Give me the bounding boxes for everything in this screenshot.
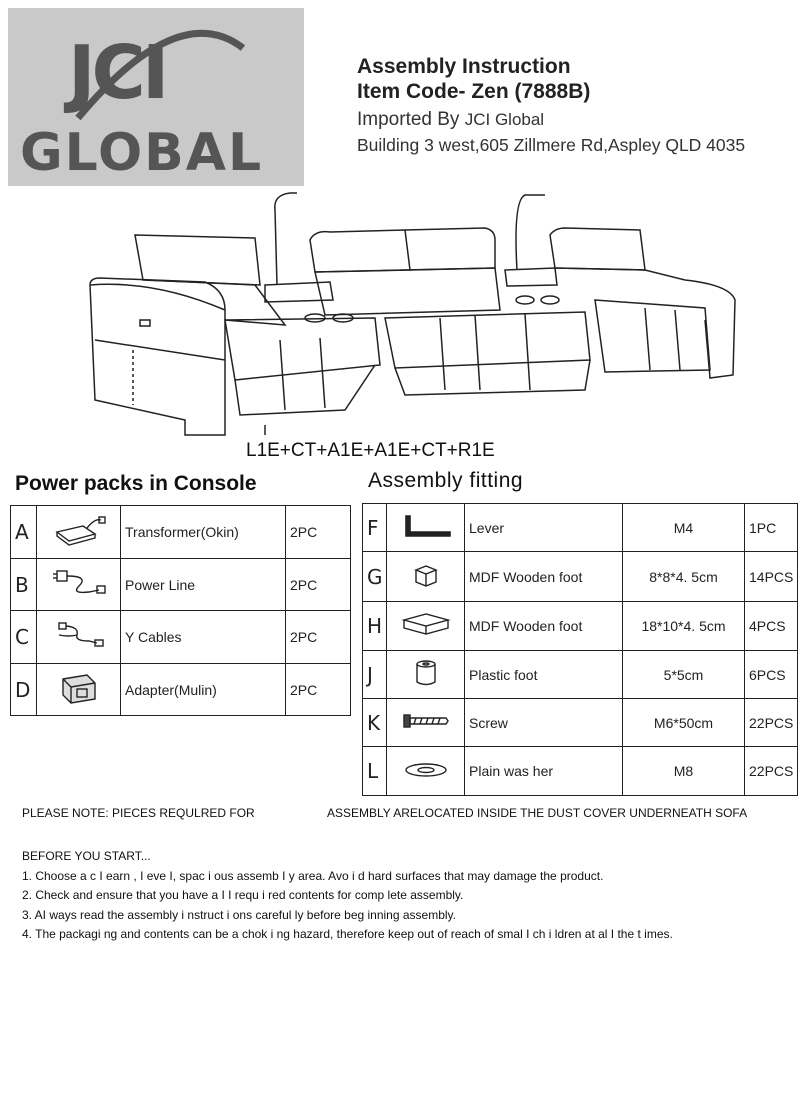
- middle-right-headrest: [405, 228, 495, 270]
- left-console-top: [265, 282, 333, 302]
- row-letter: L: [363, 747, 387, 796]
- right-reading-lamp: [516, 195, 545, 270]
- importer-name: JCI Global: [464, 110, 545, 129]
- row-letter: J: [363, 651, 387, 699]
- instruction-item: 1. Choose a c I earn , I eve I, spac i ous assemb I y area. Avo i d hard surfaces that may damage the product.: [22, 868, 604, 883]
- table-row: [363, 504, 798, 552]
- configuration-code: L1E+CT+A1E+A1E+CT+R1E: [246, 440, 495, 461]
- part-qty: 14PCS: [745, 552, 798, 602]
- before-you-start: [22, 847, 673, 945]
- table-row: [363, 747, 798, 796]
- middle-left-headrest: [310, 230, 410, 272]
- left-power-button: [140, 320, 150, 326]
- part-name: MDF Wooden foot: [465, 552, 623, 602]
- right-arm: [555, 268, 735, 378]
- part-size: M4: [623, 504, 745, 552]
- part-qty: 2PC: [286, 611, 351, 664]
- adapter-icon: [49, 669, 109, 707]
- power-packs-title: Power packs in Console: [15, 472, 257, 495]
- part-name: Plain was her: [465, 747, 623, 796]
- part-name: Power Line: [121, 559, 286, 611]
- part-qty: 6PCS: [745, 651, 798, 699]
- left-headrest: [135, 235, 260, 285]
- transformer-icon: [49, 514, 109, 548]
- note-right: ASSEMBLY ARELOCATED INSIDE THE DUST COVER UNDERNEATH SOFA: [327, 806, 748, 820]
- screw-icon: [398, 711, 454, 731]
- plastic-foot-icon: [406, 656, 446, 690]
- part-size: 5*5cm: [623, 651, 745, 699]
- table-row: [11, 559, 351, 611]
- instruction-item: 2. Check and ensure that you have a I I requ i red contents for comp lete assembly.: [22, 888, 464, 902]
- instruction-item: 4. The packagi ng and contents can be a chok i ng hazard, therefore keep out of reach of smal I ch i ldren at al I the t imes.: [22, 927, 673, 941]
- assembly-fitting-table: [362, 503, 798, 796]
- left-arm-top: [90, 284, 225, 310]
- right-cupholder: [516, 296, 534, 304]
- row-letter: G: [363, 552, 387, 602]
- middle-backrest: [315, 268, 500, 315]
- item-code: Item Code- Zen (7888B): [357, 80, 591, 103]
- logo-text-jci: JCI: [68, 30, 166, 116]
- row-letter: F: [363, 504, 387, 552]
- part-qty: 1PC: [745, 504, 798, 552]
- washer-icon: [398, 758, 454, 782]
- importer-line: [357, 109, 544, 131]
- y-cable-icon: [49, 619, 109, 653]
- middle-footrest: [395, 360, 590, 395]
- table-row: [363, 699, 798, 747]
- part-qty: 4PCS: [745, 602, 798, 651]
- table-row: [11, 506, 351, 559]
- part-qty: 2PC: [286, 506, 351, 559]
- right-console-top: [505, 268, 557, 286]
- part-qty: 22PCS: [745, 747, 798, 796]
- part-name: MDF Wooden foot: [465, 602, 623, 651]
- importer-address: Building 3 west,605 Zillmere Rd,Aspley QLD 4035: [357, 135, 746, 155]
- part-name: Adapter(Mulin): [121, 664, 286, 716]
- document-title: Assembly Instruction: [357, 55, 571, 78]
- imported-by-label: Imported By: [357, 109, 460, 130]
- left-seat-cushion: [225, 318, 380, 380]
- part-size: 8*8*4. 5cm: [623, 552, 745, 602]
- sofa-illustration: [85, 190, 745, 440]
- part-name: Screw: [465, 699, 623, 747]
- row-letter: C: [11, 611, 37, 664]
- part-qty: 22PCS: [745, 699, 798, 747]
- table-row: [363, 651, 798, 699]
- block-foot-icon: [398, 610, 454, 640]
- cube-foot-icon: [406, 560, 446, 590]
- row-letter: K: [363, 699, 387, 747]
- part-size: 18*10*4. 5cm: [623, 602, 745, 651]
- table-row: [11, 611, 351, 664]
- instruction-item: 3. AI ways read the assembly i nstruct i ons careful ly before beg inning assembly.: [22, 907, 456, 922]
- logo-text-global: GLOBAL: [20, 123, 264, 183]
- part-size: M8: [623, 747, 745, 796]
- part-name: Lever: [465, 504, 623, 552]
- right-seat-cushion: [595, 300, 710, 372]
- power-line-icon: [49, 566, 109, 600]
- row-letter: D: [11, 664, 37, 716]
- before-you-start-heading: BEFORE YOU START...: [22, 849, 151, 863]
- middle-seat-cushion: [385, 312, 590, 368]
- lever-icon: [396, 512, 456, 540]
- table-row: [11, 664, 351, 716]
- row-letter: B: [11, 559, 37, 611]
- note-left: PLEASE NOTE: PIECES REQULRED FOR: [22, 806, 255, 820]
- part-name: Transformer(Okin): [121, 506, 286, 559]
- table-row: [363, 552, 798, 602]
- power-packs-table: [10, 505, 351, 716]
- left-reading-lamp: [275, 193, 297, 210]
- assembly-fitting-title: Assembly fitting: [368, 469, 524, 492]
- row-letter: H: [363, 602, 387, 651]
- part-size: M6*50cm: [623, 699, 745, 747]
- part-name: Plastic foot: [465, 651, 623, 699]
- part-qty: 2PC: [286, 664, 351, 716]
- row-letter: A: [11, 506, 37, 559]
- part-qty: 2PC: [286, 559, 351, 611]
- company-logo: [8, 8, 304, 186]
- right-headrest: [550, 228, 645, 270]
- part-name: Y Cables: [121, 611, 286, 664]
- table-row: [363, 602, 798, 651]
